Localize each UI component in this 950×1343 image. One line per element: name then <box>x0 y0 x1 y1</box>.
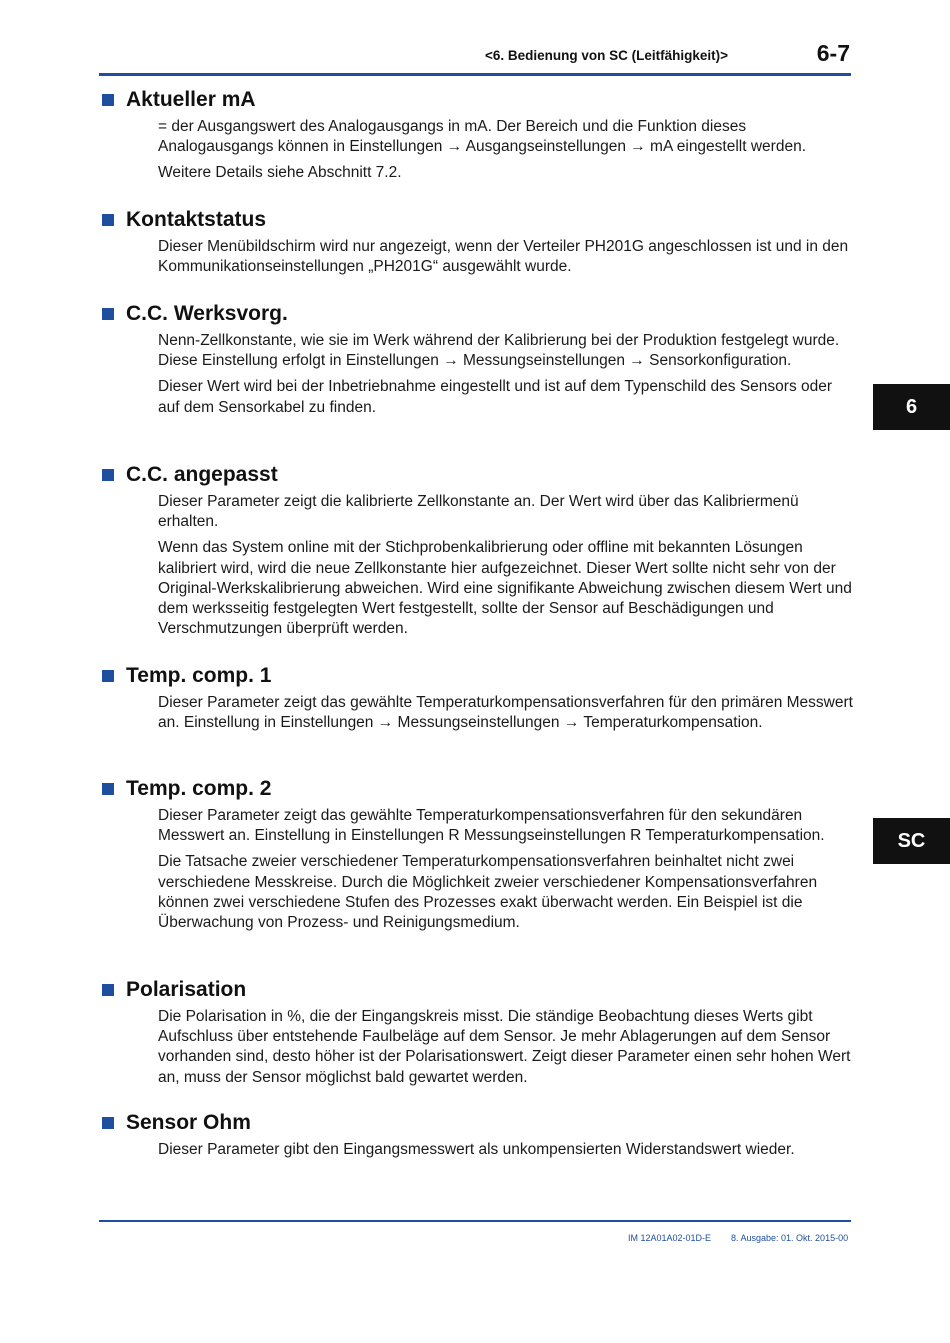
section-polarisation <box>0 976 950 1094</box>
square-bullet-icon <box>102 984 114 996</box>
section-cc-werksvorg <box>0 300 950 424</box>
section-temp-comp-1 <box>0 662 950 739</box>
square-bullet-icon <box>102 214 114 226</box>
section-title: C.C. angepasst <box>126 463 278 486</box>
header-chapter: <6. Bedienung von SC (Leitfähigkeit)> <box>484 48 728 63</box>
paragraph: Dieser Parameter zeigt das gewählte Temperaturkompensationsverfahren für den primären Messwert an. Einstellung in Einstellungen → Messungseinstellungen → Temperaturkompensation. <box>158 694 853 732</box>
square-bullet-icon <box>102 1117 114 1129</box>
chapter-tab[interactable]: 6 <box>873 384 950 430</box>
header-rule <box>99 73 851 76</box>
square-bullet-icon <box>102 783 114 795</box>
paragraph: Dieser Parameter zeigt das gewählte Temperaturkompensationsverfahren für den sekundären Messwert an. Einstellung in Einstellungen R Messungseinstellungen R Temperaturkompensation. <box>158 807 825 845</box>
section-title: Polarisation <box>126 978 247 1001</box>
paragraph: = der Ausgangswert des Analogausgangs in mA. Der Bereich und die Funktion dieses Analogausgangs können in Einstellungen → Ausgangseinstellungen → mA eingestellt werden. <box>158 118 806 156</box>
paragraph: Die Polarisation in %, die der Eingangskreis misst. Die ständige Beobachtung dieses Werts gibt Aufschluss über entstehende Faulbeläge auf dem Sensor. Je mehr Ablagerungen auf dem Sensor vorhanden sind, desto höher ist der Polarisationswert. Zeigt dieser Parameter einen sehr hohen Wert an, muss der Sensor möglichst bald gewartet werden. <box>158 1008 851 1086</box>
paragraph: Dieser Wert wird bei der Inbetriebnahme eingestellt und ist auf dem Typenschild des Sensors oder auf dem Sensorkabel zu finden. <box>158 378 833 416</box>
paragraph: Dieser Menübildschirm wird nur angezeigt, wenn der Verteiler PH201G angeschlossen ist und in den Kommunikationseinstellungen „PH201G“ ausgewählt wurde. <box>158 238 849 276</box>
section-title: Sensor Ohm <box>126 1111 251 1134</box>
section-title: Temp. comp. 2 <box>126 777 272 800</box>
paragraph: Dieser Parameter gibt den Eingangsmesswert als unkompensierten Widerstandswert wieder. <box>158 1141 795 1158</box>
square-bullet-icon <box>102 670 114 682</box>
section-cc-angepasst <box>0 461 950 645</box>
square-bullet-icon <box>102 469 114 481</box>
square-bullet-icon <box>102 308 114 320</box>
section-title: Kontaktstatus <box>126 208 267 231</box>
footer-doc-number: IM 12A01A02-01D-E <box>628 1233 712 1243</box>
section-title: C.C. Werksvorg. <box>126 302 288 325</box>
page-number: 6-7 <box>816 40 850 66</box>
paragraph: Wenn das System online mit der Stichprobenkalibrierung oder offline mit bekannten Lösungen kalibriert wird, wird die neue Zellkonstante hier aufgezeichnet. Dieser Wert sollte nicht sehr von der Original-Werkskalibrierung abweichen. Wird eine signifikante Abweichung zwischen diesem Wert und dem werksseitig festgelegten Wert festgestellt, sollte der Sensor auf Beschädigungen und Verschmutzungen überprüft werden. <box>158 539 852 638</box>
section-aktueller-ma <box>0 86 950 190</box>
paragraph: Weitere Details siehe Abschnitt 7.2. <box>158 164 402 182</box>
section-title: Temp. comp. 1 <box>126 664 272 687</box>
footer-edition: 8. Ausgabe: 01. Okt. 2015-00 <box>731 1233 849 1243</box>
section-temp-comp-2 <box>0 775 950 939</box>
footer-rule <box>99 1220 851 1222</box>
section-tab[interactable]: SC <box>873 818 950 864</box>
paragraph: Die Tatsache zweier verschiedener Temperaturkompensationsverfahren beinhaltet nicht zwei verschiedene Messkreise. Durch die Möglichkeit zweier verschiedener Kompensationsverfahren können zwei verschiedene Stufen des Prozesses exakt überwacht werden. Ein Beispiel ist die Überwachung von Prozess- und Reinigungsmedium. <box>158 853 818 932</box>
paragraph: Nenn-Zellkonstante, wie sie im Werk während der Kalibrierung bei der Produktion festgelegt wurde. Diese Einstellung erfolgt in Einstellungen → Messungseinstellungen → Sensorkonfiguration. <box>158 332 840 370</box>
section-sensor-ohm <box>0 1109 950 1166</box>
section-kontaktstatus <box>0 206 950 283</box>
paragraph: Dieser Parameter zeigt die kalibrierte Zellkonstante an. Der Wert wird über das Kalibriermenü erhalten. <box>158 493 799 531</box>
section-title: Aktueller mA <box>126 88 256 111</box>
square-bullet-icon <box>102 94 114 106</box>
